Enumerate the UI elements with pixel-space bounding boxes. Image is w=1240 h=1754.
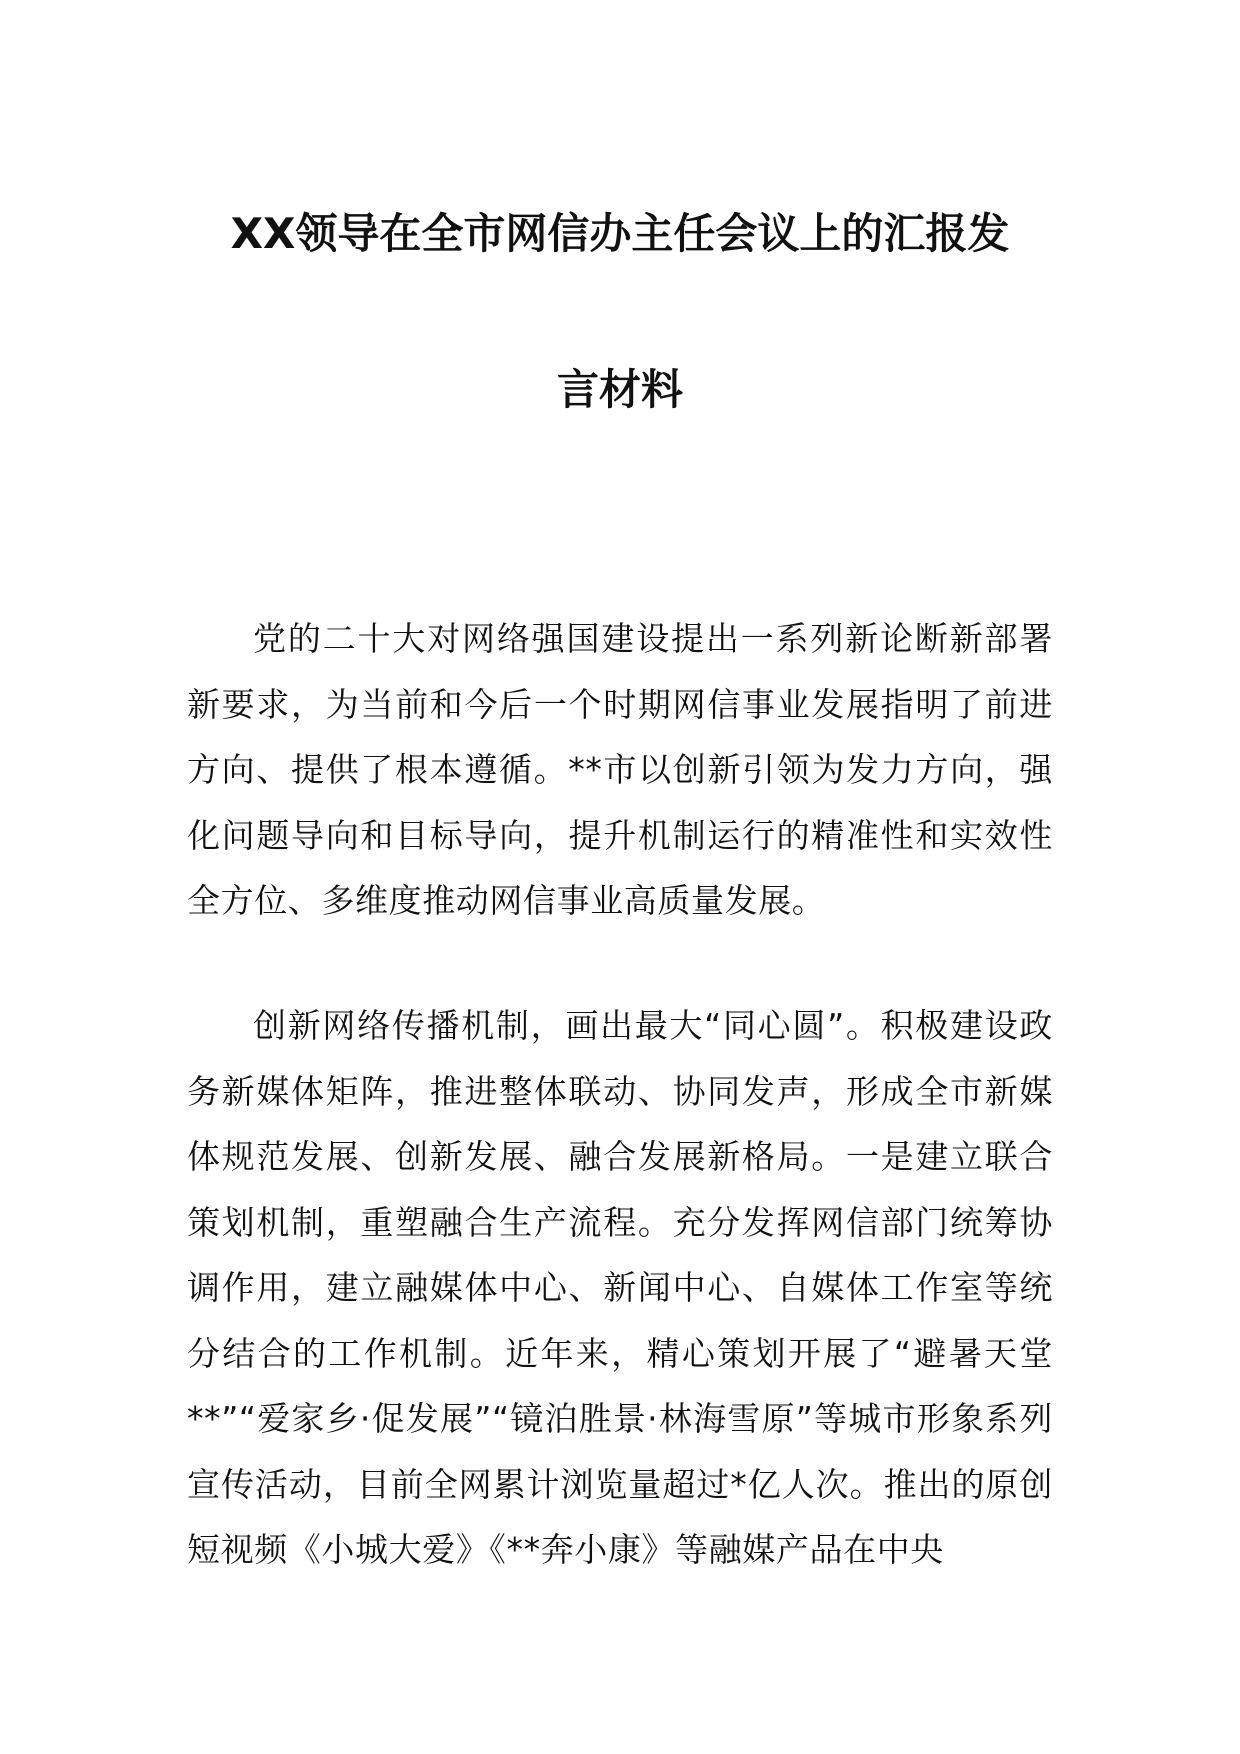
document-title-line-1: XX领导在全市网信办主任会议上的汇报发 [230,209,1010,258]
body-paragraph-2: 创新网络传播机制，画出最大“同心圆”。积极建设政务新媒体矩阵，推进整体联动、协同发声，形成全市新媒体规范发展、创新发展、融合发展新格局。一是建立联合策划机制，重塑融合生产流程。充分发挥网信部门统筹协调作用，建立融媒体中心、新闻中心、自媒体工作室等统分结合的工作机制。近年来，精心策划开展了“避暑天堂**”“爱家乡·促发展”“镜泊胜景·林海雪原”等城市形象系列宣传活动，目前全网累计浏览量超过*亿人次。推出的原创短视频《小城大爱》《**奔小康》等融媒产品在中央 [187,1006,1053,1569]
document-title-line-2: 言材料 [556,365,683,414]
body-paragraph-1: 党的二十大对网络强国建设提出一系列新论断新部署新要求，为当前和今后一个时期网信事业发展指明了前进方向、提供了根本遵循。**市以创新引领为发力方向，强化问题导向和目标导向，提升机制运行的精准性和实效性全方位、多维度推动网信事业高质量发展。 [187,619,1053,920]
